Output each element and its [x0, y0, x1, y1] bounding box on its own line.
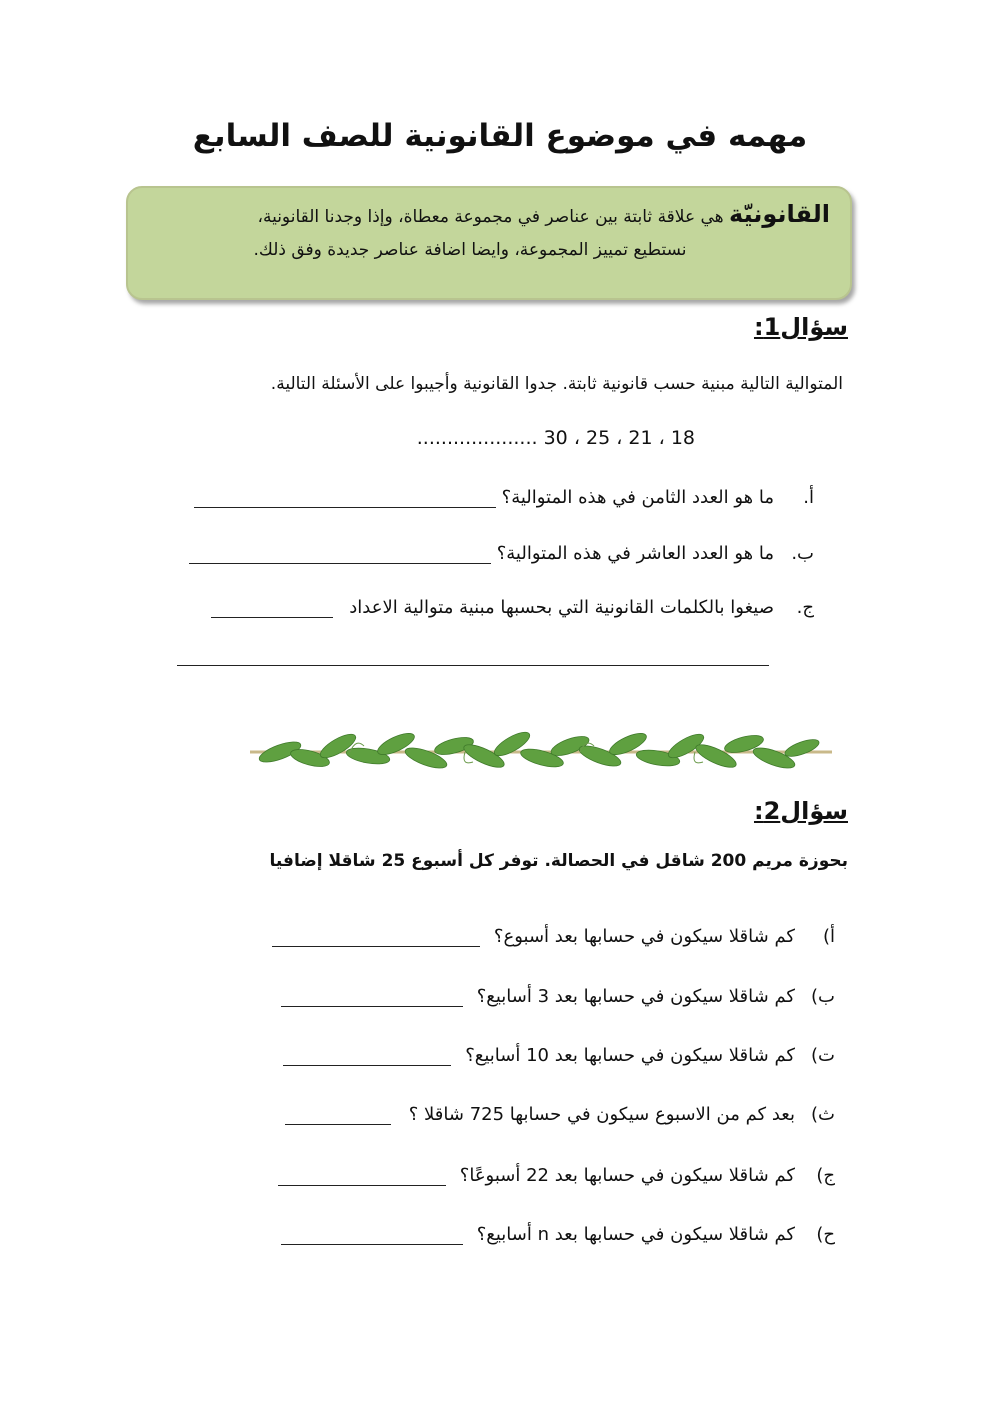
item-letter: ج. [796, 597, 814, 618]
definition-line-1 [150, 198, 830, 234]
answer-line[interactable] [285, 1123, 391, 1125]
item-letter: أ) [822, 926, 835, 947]
question-2-heading: سؤال2: [753, 797, 848, 825]
question-1-item [194, 487, 814, 508]
sequence: 18 ، 21 ، 25 ، 30 .................... [416, 427, 695, 449]
question-1-heading: سؤال1: [753, 313, 848, 341]
item-text: ما هو العدد العاشر في هذه المتوالية؟ [496, 543, 774, 564]
question-2-intro: بحوزة مريم 200 شاقل في الحصالة. توفر كل أسبوع 25 شاقلا إضافيا [269, 851, 848, 871]
question-2-item [272, 926, 835, 947]
item-text: صيغوا بالكلمات القانونية التي بحسبها مبنية متوالية الاعداد [349, 597, 774, 618]
answer-line[interactable] [194, 506, 496, 508]
definition-line-1-rest: هي علاقة ثابتة بين عناصر في مجموعة معطاة، وإذا وجدنا القانونية، [257, 207, 724, 227]
answer-line[interactable] [272, 945, 480, 947]
item-text: كم شاقلا سيكون في حسابها بعد n أسابيع؟ [476, 1224, 795, 1245]
question-2-item [283, 1045, 835, 1066]
answer-line[interactable] [189, 562, 491, 564]
question-2-item [285, 1104, 835, 1125]
answer-line[interactable] [281, 1243, 463, 1245]
question-2-item [278, 1165, 835, 1186]
answer-line[interactable] [211, 616, 333, 618]
question-1-item [189, 543, 814, 564]
answer-line[interactable] [281, 1005, 463, 1007]
item-text: كم شاقلا سيكون في حسابها بعد 3 أسابيع؟ [476, 986, 795, 1007]
item-text: بعد كم من الاسبوع سيكون في حسابها 725 شاقلا ؟ [408, 1104, 795, 1125]
item-letter: ث) [811, 1104, 835, 1125]
item-text: ما هو العدد الثامن في هذه المتوالية؟ [501, 487, 774, 508]
page-title: مهمه في موضوع القانونية للصف السابع [192, 118, 808, 154]
item-text: كم شاقلا سيكون في حسابها بعد 10 أسابيع؟ [465, 1045, 795, 1066]
question-2-item [281, 986, 835, 1007]
definition-term: القانونيّة [729, 200, 830, 228]
definition-text [150, 198, 830, 267]
question-1-item [211, 597, 814, 618]
vine-divider [250, 722, 832, 782]
question-1-intro: المتوالية التالية مبنية حسب قانونية ثابتة. جدوا القانونية وأجيبوا على الأسئلة التالية. [270, 374, 843, 394]
item-letter: ت) [811, 1045, 835, 1066]
item-letter: ح) [816, 1224, 835, 1245]
item-text: كم شاقلا سيكون في حسابها بعد 22 أسبوعًا؟ [459, 1165, 795, 1186]
answer-line[interactable] [283, 1064, 451, 1066]
definition-line-2: نستطيع تمييز المجموعة، وايضا اضافة عناصر جديدة وفق ذلك. [253, 240, 687, 260]
answer-line[interactable] [177, 665, 769, 666]
item-letter: أ. [803, 487, 814, 508]
answer-line[interactable] [278, 1184, 446, 1186]
item-letter: ب) [811, 986, 835, 1007]
item-text: كم شاقلا سيكون في حسابها بعد أسبوع؟ [493, 926, 795, 947]
question-2-item [281, 1224, 835, 1245]
leaf-icon [257, 728, 821, 772]
item-letter: ج) [816, 1165, 835, 1186]
item-letter: ب. [791, 543, 814, 564]
